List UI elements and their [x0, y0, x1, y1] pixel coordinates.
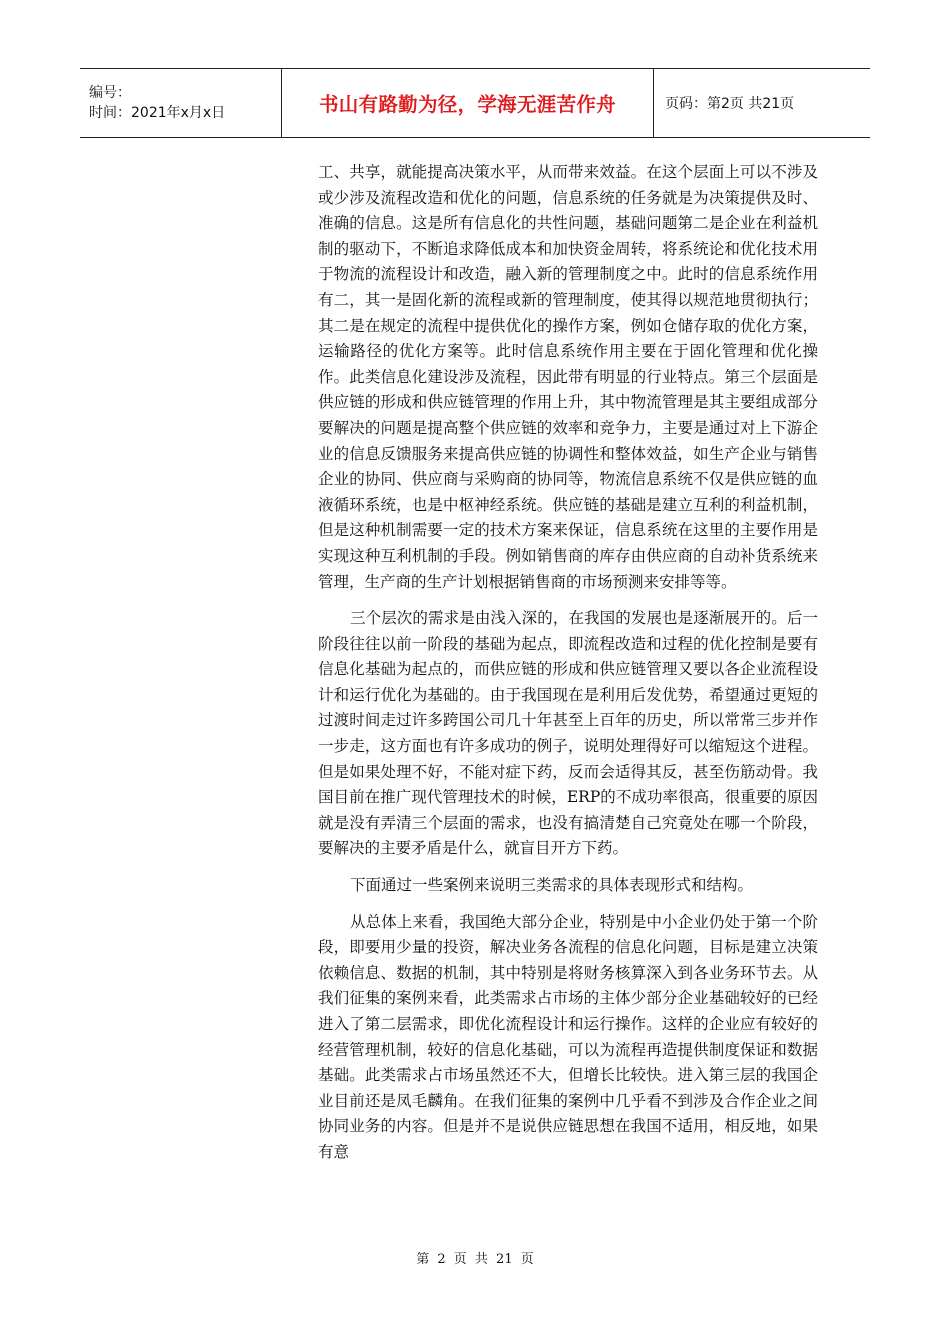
date-label: 时间：2021年x月x日 — [89, 105, 226, 121]
page-header — [80, 68, 870, 138]
paragraph-1: 工、共享，就能提高决策水平，从而带来效益。在这个层面上可以不涉及或少涉及流程改造和优化的问题，信息系统的任务就是为决策提供及时、准确的信息。这是所有信息化的共性问题，基础问题第二是企业在利益机制的驱动下，不断追求降低成本和加快资金周转，将系统论和优化技术用于物流的流程设计和改造，融入新的管理制度之中。此时的信息系统作用有二，其一是固化新的流程或新的管理制度，使其得以规范地贯彻执行；其二是在规定的流程中提供优化的操作方案，例如仓储存取的优化方案，运输路径的优化方案等。此时信息系统作用主要在于固化管理和优化操作。此类信息化建设涉及流程，因此带有明显的行业特点。第三个层面是供应链的形成和供应链管理的作用上升，其中物流管理是其主要组成部分要解决的问题是提高整个供应链的效率和竞争力，主要是通过对上下游企业的信息反馈服务来提高供应链的协调性和整体效益，如生产企业与销售企业的协同、供应商与采购商的协同等，物流信息系统不仅是供应链的血液循环系统，也是中枢神经系统。供应链的基础是建立互利的利益机制，但是这种机制需要一定的技术方案来保证，信息系统在这里的主要作用是实现这种互利机制的手段。例如销售商的库存由供应商的自动补货系统来管理，生产商的生产计划根据销售商的市场预测来安排等等。 — [318, 163, 818, 591]
page-code: 页码：第2页 共21页 — [665, 96, 795, 112]
paragraph-3: 下面通过一些案例来说明三类需求的具体表现形式和结构。 — [350, 876, 754, 895]
header-meta — [80, 69, 282, 137]
page-footer: 第 2 页 共 21 页 — [416, 1252, 534, 1267]
paragraph-4: 从总体上来看，我国绝大部分企业，特别是中小企业仍处于第一个阶段，即要用少量的投资，解决业务各流程的信息化问题，目标是建立决策依赖信息、数据的机制，其中特别是将财务核算深入到各业务环节去。从我们征集的案例来看，此类需求占市场的主体少部分企业基础较好的已经进入了第二层需求，即优化流程设计和运行操作。这样的企业应有较好的经营管理机制，较好的信息化基础，可以为流程再造提供制度保证和数据基础。此类需求占市场虽然还不大，但增长比较快。进入第三层的我国企业目前还是凤毛麟角。在我们征集的案例中几乎看不到涉及合作企业之间协同业务的内容。但是并不是说供应链思想在我国不适用，相反地，如果有意 — [318, 912, 818, 1161]
header-page-cell — [654, 69, 870, 137]
serial-number-label: 编号： — [89, 85, 131, 101]
header-motto: 书山有路勤为径，学海无涯苦作舟 — [318, 93, 616, 116]
document-body — [318, 160, 818, 1177]
paragraph-2: 三个层次的需求是由浅入深的，在我国的发展也是逐渐展开的。后一阶段往往以前一阶段的基础为起点，即流程改造和过程的优化控制是要有信息化基础为起点的，而供应链的形成和供应链管理又要以各企业流程设计和运行优化为基础的。由于我国现在是利用后发优势，希望通过更短的过渡时间走过许多跨国公司几十年甚至上百年的历史，所以常常三步并作一步走，这方面也有许多成功的例子，说明处理得好可以缩短这个进程。但是如果处理不好，不能对症下药，反而会适得其反，甚至伤筋动骨。我国目前在推广现代管理技术的时候，ERP的不成功率很高，很重要的原因就是没有弄清三个层面的需求，也没有搞清楚自己究竟处在哪一个阶段，要解决的主要矛盾是什么，就盲目开方下药。 — [318, 609, 818, 858]
header-motto-cell — [282, 69, 654, 137]
